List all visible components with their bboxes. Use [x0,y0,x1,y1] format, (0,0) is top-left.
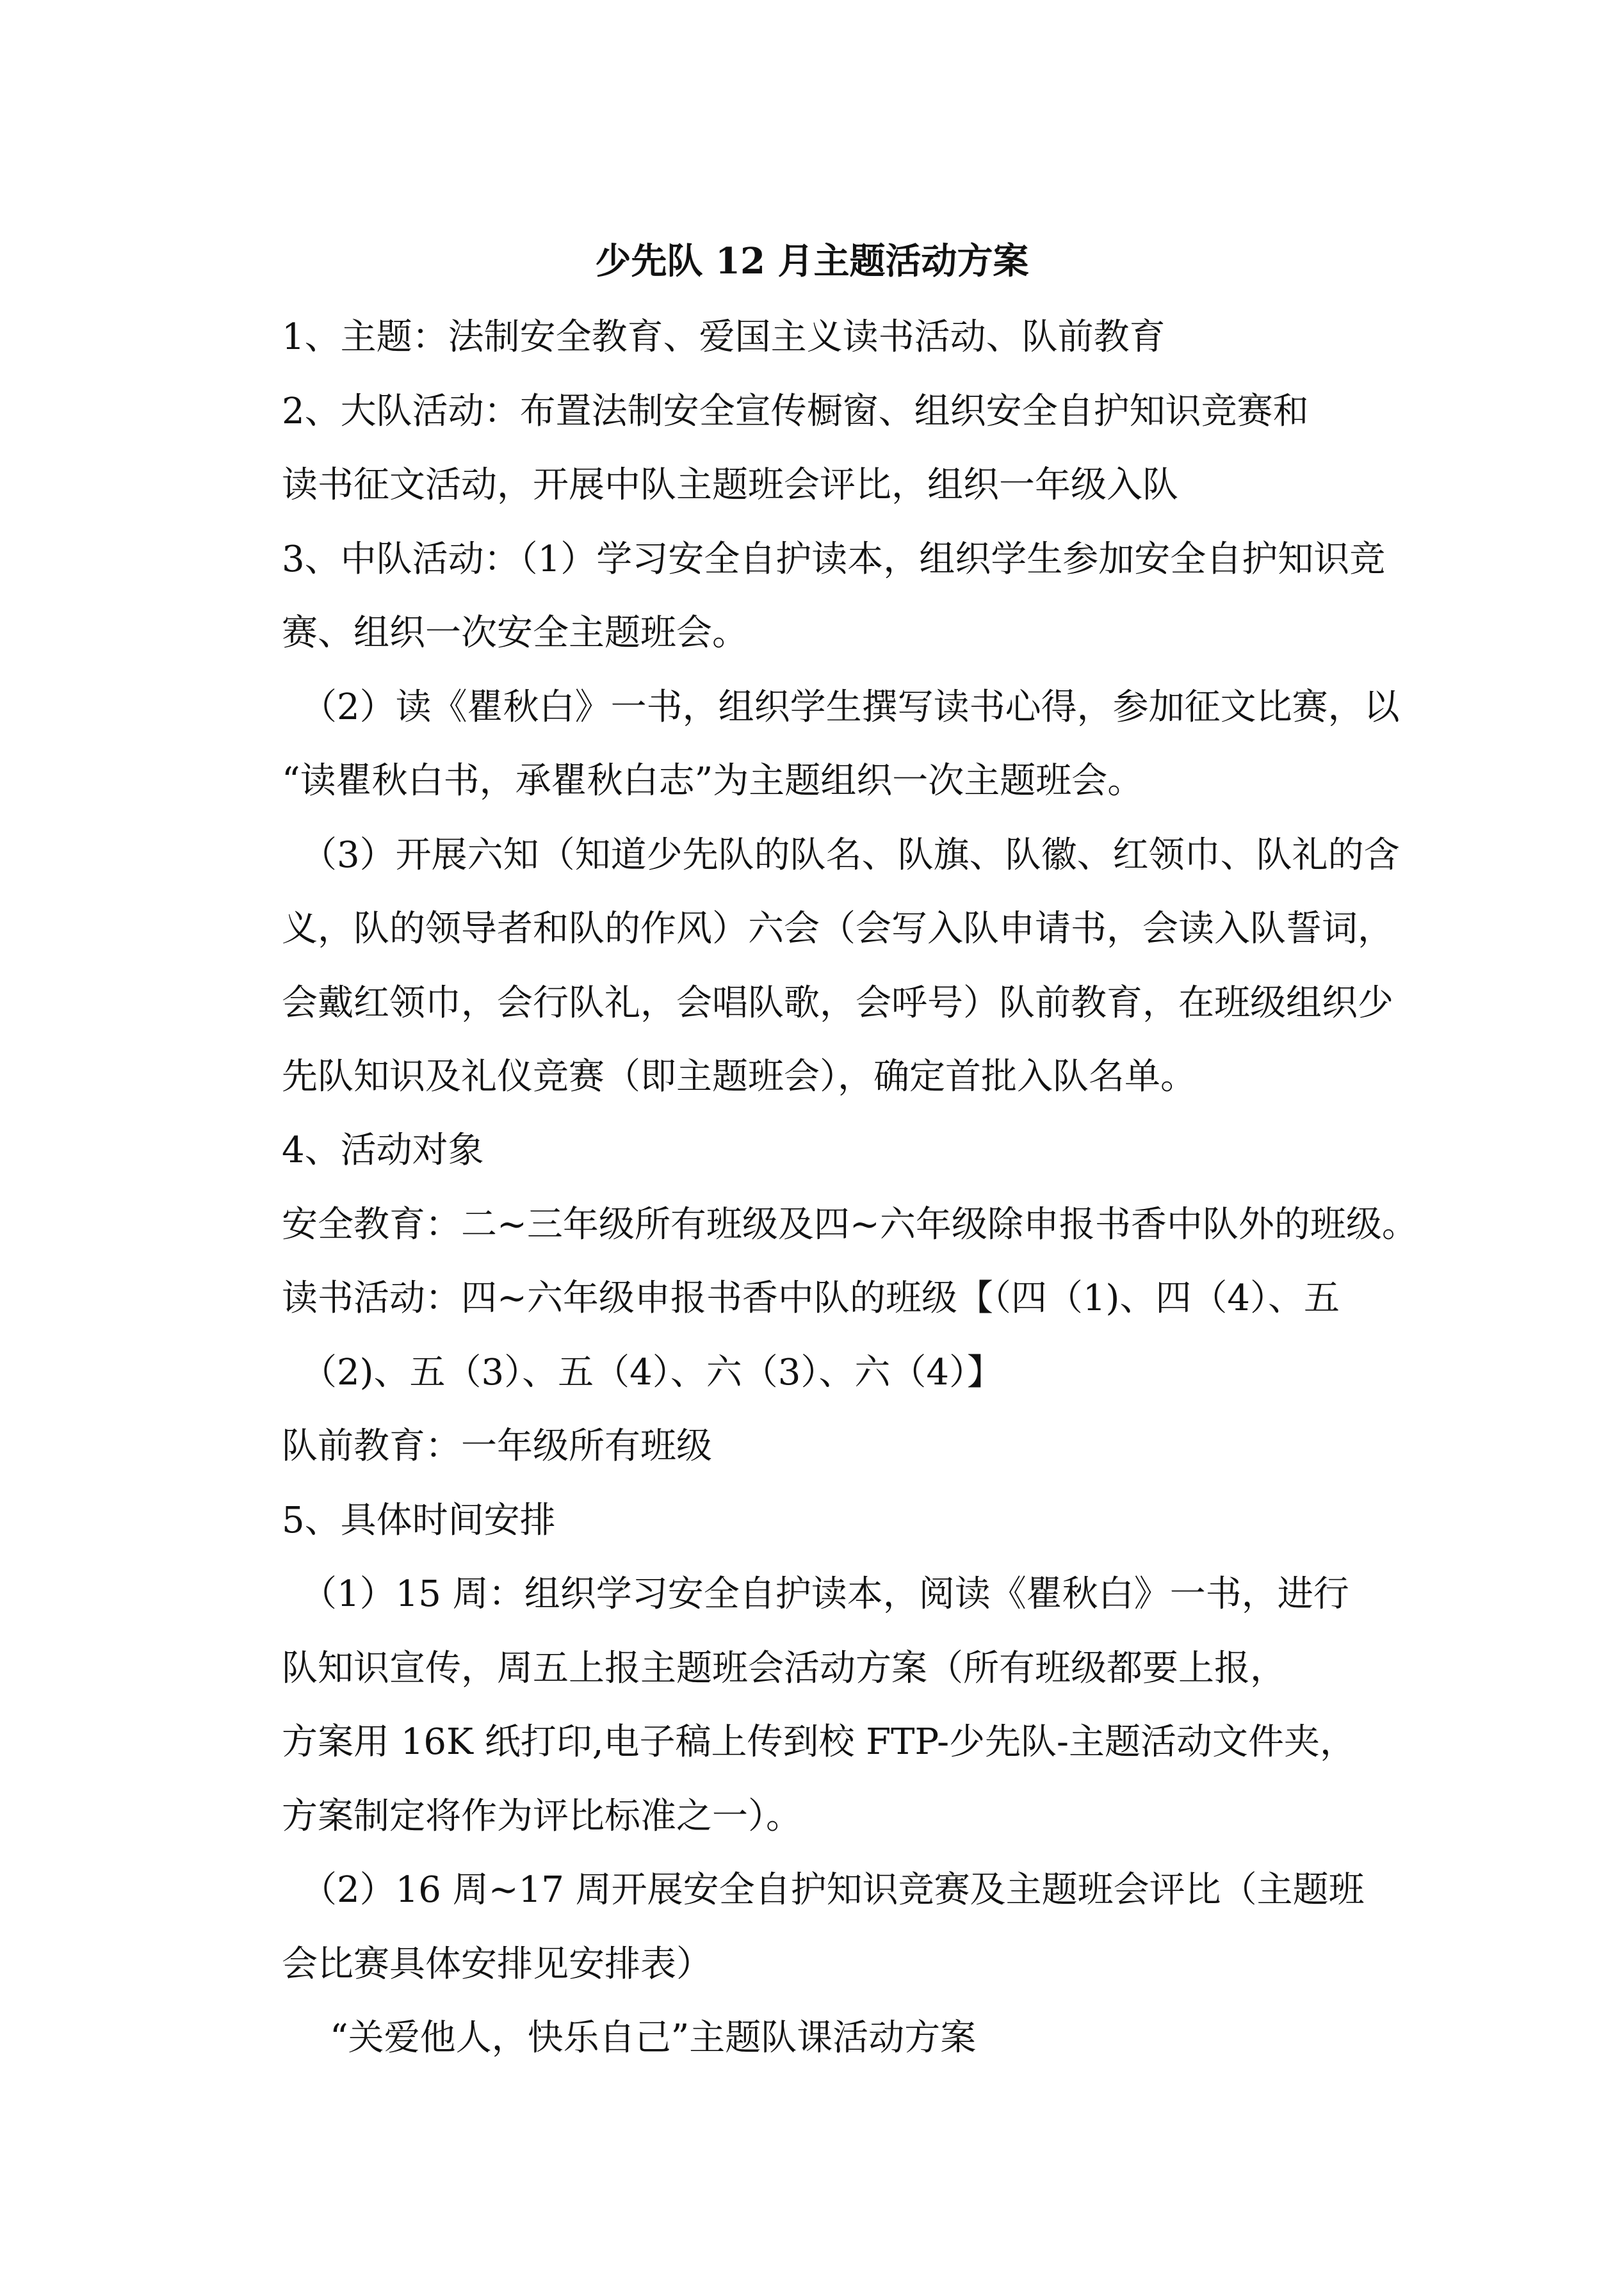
text-line: （3）开展六知（知道少先队的队名、队旗、队徽、红领巾、队礼的含 [301,834,1400,876]
text-line: 赛、组织一次安全主题班会。 [282,612,748,654]
text-line: （2）16 周~17 周开展安全自护知识竞赛及主题班会评比（主题班 [301,1869,1365,1911]
text-line: （2)、五（3）、五（4）、六（3）、六（4）】 [301,1352,1003,1393]
text-line: 队前教育：一年级所有班级 [282,1425,712,1467]
section-heading: “关爱他人，快乐自己”主题队课活动方案 [330,2017,977,2059]
text-line: 4、活动对象 [282,1130,484,1171]
text-line: 2、大队活动：布置法制安全宣传橱窗、组织安全自护知识竞赛和 [282,391,1309,432]
text-line: 先队知识及礼仪竞赛（即主题班会），确定首批入队名单。 [282,1056,1196,1098]
text-line: 会戴红领巾，会行队礼，会唱队歌，会呼号）队前教育，在班级组织少 [282,982,1393,1024]
text-line: （1）15 周：组织学习安全自护读本，阅读《瞿秋白》一书，进行 [301,1573,1349,1615]
text-line: 会比赛具体安排见安排表） [282,1943,712,1985]
text-line: 义，队的领导者和队的作风）六会（会写入队申请书，会读入队誓词， [282,908,1393,950]
text-line: 方案用 16K 纸打印,电子稿上传到校 FTP-少先队-主题活动文件夹， [282,1721,1356,1763]
text-line: 1、主题：法制安全教育、爱国主义读书活动、队前教育 [282,316,1165,358]
text-line: 队知识宣传，周五上报主题班会活动方案（所有班级都要上报， [282,1648,1286,1689]
text-line: 3、中队活动：（1）学习安全自护读本，组织学生参加安全自护知识竞 [282,539,1386,580]
text-line: 安全教育：二~三年级所有班级及四~六年级除申报书香中队外的班级。 [282,1204,1418,1245]
text-line: 读书活动：四~六年级申报书香中队的班级【（四（1)、四（4）、五 [282,1277,1340,1319]
text-line: 方案制定将作为评比标准之一）。 [282,1796,802,1837]
text-line: 5、具体时间安排 [282,1500,556,1541]
document-title: 少先队 12 月主题活动方案 [595,240,1029,282]
text-line: （2）读《瞿秋白》一书，组织学生撰写读书心得，参加征文比赛，以 [301,686,1400,728]
text-line: “读瞿秋白书，承瞿秋白志”为主题组织一次主题班会。 [282,760,1144,802]
text-line: 读书征文活动，开展中队主题班会评比，组织一年级入队 [282,464,1178,506]
